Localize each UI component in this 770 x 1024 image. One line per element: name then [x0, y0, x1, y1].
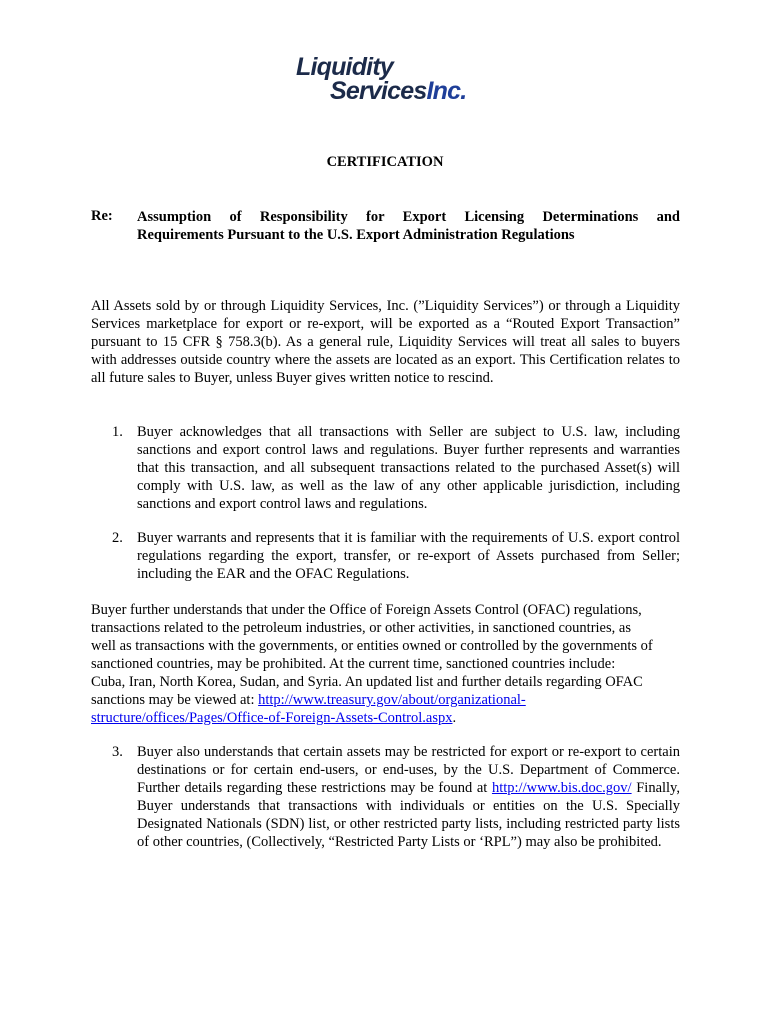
list-item-number: 3. [112, 744, 123, 760]
ofac-line: Buyer further understands that under the Office of Foreign Assets Control (OFAC) regulations, [91, 602, 642, 618]
ofac-line: sanctioned countries, may be prohibited. At the current time, sanctioned countries include: [91, 656, 616, 672]
re-subject-line-1: Assumption of Responsibility for Export Licensing Determinations and [137, 209, 680, 225]
bis-link[interactable]: http://www.bis.doc.gov/ [491, 780, 632, 796]
ofac-period: . [452, 710, 457, 726]
list-item-number: 2. [112, 530, 123, 546]
ofac-line: Cuba, Iran, North Korea, Sudan, and Syria. An updated list and further details regarding OFAC [91, 674, 643, 690]
list-item-text-before: Buyer also understands that certain assets may be restricted for export or re-export to certain destinations or for certain end-users, or end-uses, by the U.S. Department of Commerce. Further details regarding these restrictions may be found at [137, 744, 680, 796]
liquidity-services-logo [296, 54, 486, 114]
ofac-line [91, 709, 680, 727]
list-item-text-after: Finally, Buyer understands that transactions with individuals or entities on the U.S. Specially Designated Nationals (SDN) list, or other restricted party lists, including restricted party lists of other countries, (Collectively, “Restricted Party Lists or ‘RPL”) may also be prohibited. [137, 780, 680, 850]
ofac-line [91, 691, 680, 709]
logo-services: Services [330, 77, 427, 105]
ofac-line: transactions related to the petroleum industries, or other activities, in sanctioned countries, as [91, 620, 631, 636]
list-item-text: Buyer acknowledges that all transactions with Seller are subject to U.S. law, including sanctions and export control laws and regulations. Buyer further represents and warranties that this transaction, and all subsequent transactions related to the purchased Asset(s) will comply with U.S. law, as well as the law of any other applicable jurisdiction, including sanctions and export control laws and regulations. [137, 424, 680, 512]
list-item-text [137, 743, 680, 851]
ofac-link[interactable]: http://www.treasury.gov/about/organizational- [258, 692, 526, 708]
ofac-text: sanctions may be viewed at: [91, 692, 259, 708]
list-item-text: Buyer warrants and represents that it is familiar with the requirements of U.S. export control regulations regarding the export, transfer, or re-export of Assets purchased from Seller; including the EAR and the OFAC Regulations. [137, 530, 680, 582]
intro-paragraph: All Assets sold by or through Liquidity Services, Inc. (”Liquidity Services”) or through a Liquidity Services marketplace for export or re-export, will be exported as a “Routed Export Transaction” pursuant to 15 CFR § 758.3(b). As a general rule, Liquidity Services will treat all sales to buyers with addresses outside country where the assets are located as an export. This Certification relates to all future sales to Buyer, unless Buyer gives written notice to rescind. [91, 298, 680, 386]
logo-line-1: Liquidity [296, 53, 393, 81]
ofac-line: well as transactions with the governments, or entities owned or controlled by the governments of [91, 638, 653, 654]
re-subject [137, 208, 680, 244]
page-title: CERTIFICATION [326, 154, 444, 170]
ofac-link-continued[interactable]: structure/offices/Pages/Office-of-Foreign-Assets-Control.aspx [91, 710, 453, 726]
re-subject-line-2: Requirements Pursuant to the U.S. Export Administration Regulations [137, 227, 575, 243]
list-item-number: 1. [112, 424, 123, 440]
logo-inc: Inc. [426, 77, 467, 105]
re-label: Re: [91, 208, 113, 224]
ofac-paragraph [91, 601, 680, 727]
logo-line-2 [330, 78, 466, 104]
